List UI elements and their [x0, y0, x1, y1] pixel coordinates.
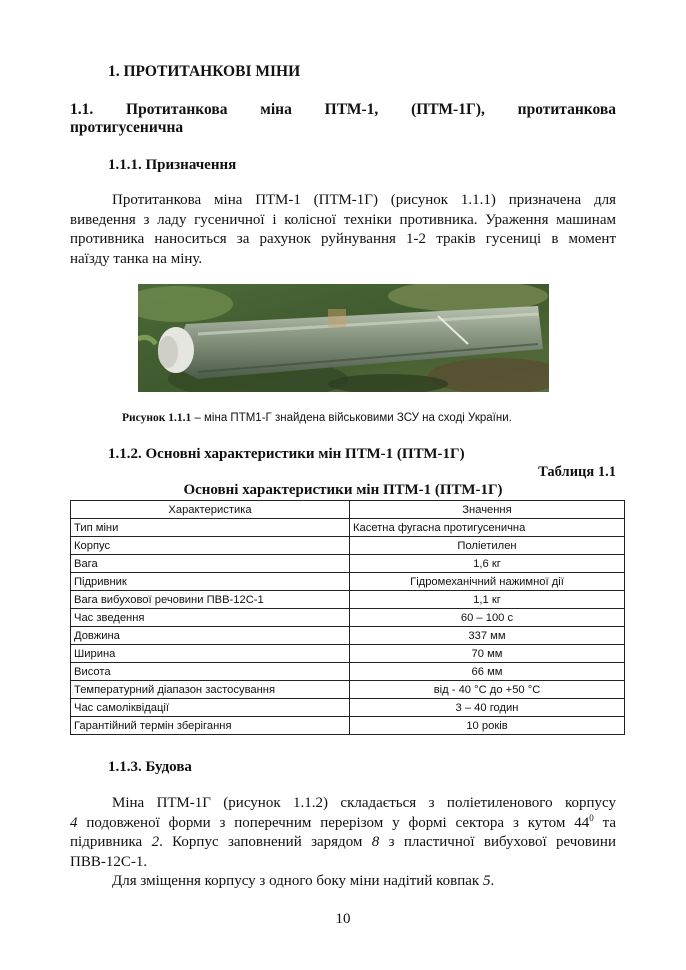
purpose-heading: 1.1.1. Призначення	[108, 157, 237, 173]
paragraph-line	[70, 833, 616, 853]
table-row	[71, 519, 625, 537]
text-fragment: подовженої форми з поперечним перерізом у формі сектора з кутом 44	[77, 814, 590, 831]
degree-superscript: 0	[589, 812, 594, 823]
table-cell: 66 мм	[350, 663, 625, 681]
characteristics-table	[70, 500, 625, 735]
table-cell: 70 мм	[350, 645, 625, 663]
purpose-paragraph	[70, 191, 616, 269]
mine-photo	[138, 284, 549, 392]
table-cell: 10 років	[350, 717, 625, 735]
subsection-heading-continuation: протигусенична	[70, 119, 184, 136]
figure-caption	[122, 412, 512, 424]
table-row	[71, 609, 625, 627]
table-cell: Вага	[71, 555, 350, 573]
text-fragment: .	[490, 873, 495, 889]
table-cell: від - 40 °С до +50 °С	[350, 681, 625, 699]
text-fragment: Для зміщення корпусу з одного боку міни надітий ковпак	[112, 873, 483, 889]
table-cell: Вага вибухової речовини ПВВ-12С-1	[71, 591, 350, 609]
table-row	[71, 591, 625, 609]
page-number: 10	[335, 911, 351, 927]
paragraph-line: наїзду танка на міну.	[70, 250, 203, 267]
table-number: Таблиця 1.1	[538, 464, 616, 480]
characteristics-heading: 1.1.2. Основні характеристики мін ПТМ-1 (ПТМ-1Г)	[108, 446, 465, 462]
table-row	[71, 717, 625, 735]
table-row	[71, 537, 625, 555]
column-header: Значення	[350, 501, 625, 519]
table-title: Основні характеристики мін ПТМ-1 (ПТМ-1Г)	[183, 482, 503, 498]
table-cell: 337 мм	[350, 627, 625, 645]
part-number: 8	[371, 834, 380, 850]
column-header: Характеристика	[71, 501, 350, 519]
structure-heading: 1.1.3. Будова	[108, 759, 192, 775]
table-row	[71, 645, 625, 663]
part-number: 5	[482, 873, 491, 889]
table-cell: Підривник	[71, 573, 350, 591]
table-cell: Температурний діапазон застосування	[71, 681, 350, 699]
section-heading: 1. ПРОТИТАНКОВІ МІНИ	[108, 63, 301, 80]
table-cell: Гарантійний термін зберігання	[71, 717, 350, 735]
table-cell: Довжина	[71, 627, 350, 645]
table-row	[71, 555, 625, 573]
table-cell: Касетна фугасна протигусенична	[350, 519, 625, 537]
table-cell: Тип міни	[71, 519, 350, 537]
table-row	[71, 663, 625, 681]
table-cell: Висота	[71, 663, 350, 681]
table-cell: 60 – 100 с	[350, 609, 625, 627]
table-cell: Поліетилен	[350, 537, 625, 555]
table-row	[71, 681, 625, 699]
table-cell: Час самоліквідації	[71, 699, 350, 717]
paragraph-line	[70, 814, 616, 834]
paragraph-line: ПВВ-12С-1.	[70, 853, 148, 870]
table-header-row	[71, 501, 625, 519]
part-number: 2	[151, 834, 160, 850]
table-cell: Гідромеханічний нажимної дії	[350, 573, 625, 591]
text-fragment: та	[593, 814, 616, 831]
subsection-heading: 1.1. Протитанкова міна ПТМ-1, (ПТМ-1Г), протитанкова	[70, 101, 616, 118]
table-cell: 3 – 40 годин	[350, 699, 625, 717]
paragraph-line: виведення з ладу гусеничної і колісної техніки противника. Ураження машинам	[70, 211, 616, 228]
table-cell: Ширина	[71, 645, 350, 663]
table-cell: Корпус	[71, 537, 350, 555]
table-row	[71, 573, 625, 591]
table-cell: Час зведення	[71, 609, 350, 627]
figure-caption-label: Рисунок 1.1.1	[122, 412, 192, 424]
text-fragment: підривника	[70, 834, 152, 850]
table-cell: 1,1 кг	[350, 591, 625, 609]
paragraph-line: Протитанкова міна ПТМ-1 (ПТМ-1Г) (рисунок 1.1.1) призначена для	[112, 192, 616, 208]
table-cell: 1,6 кг	[350, 555, 625, 573]
paragraph-line	[70, 872, 616, 892]
table-row	[71, 627, 625, 645]
paragraph-line: противника наноситься за рахунок руйнування 1-2 траків гусениці в момент	[70, 231, 616, 247]
structure-paragraph	[70, 794, 616, 892]
text-fragment: з пластичної вибухової речовини	[379, 834, 616, 850]
text-fragment: . Корпус заповнений зарядом	[159, 834, 372, 850]
table-row	[71, 699, 625, 717]
figure-caption-text: – міна ПТМ1-Г знайдена військовими ЗСУ на сході України.	[191, 412, 512, 424]
paragraph-line: Міна ПТМ-1Г (рисунок 1.1.2) складається з поліетиленового корпусу	[112, 795, 616, 811]
part-number: 4	[70, 814, 78, 831]
